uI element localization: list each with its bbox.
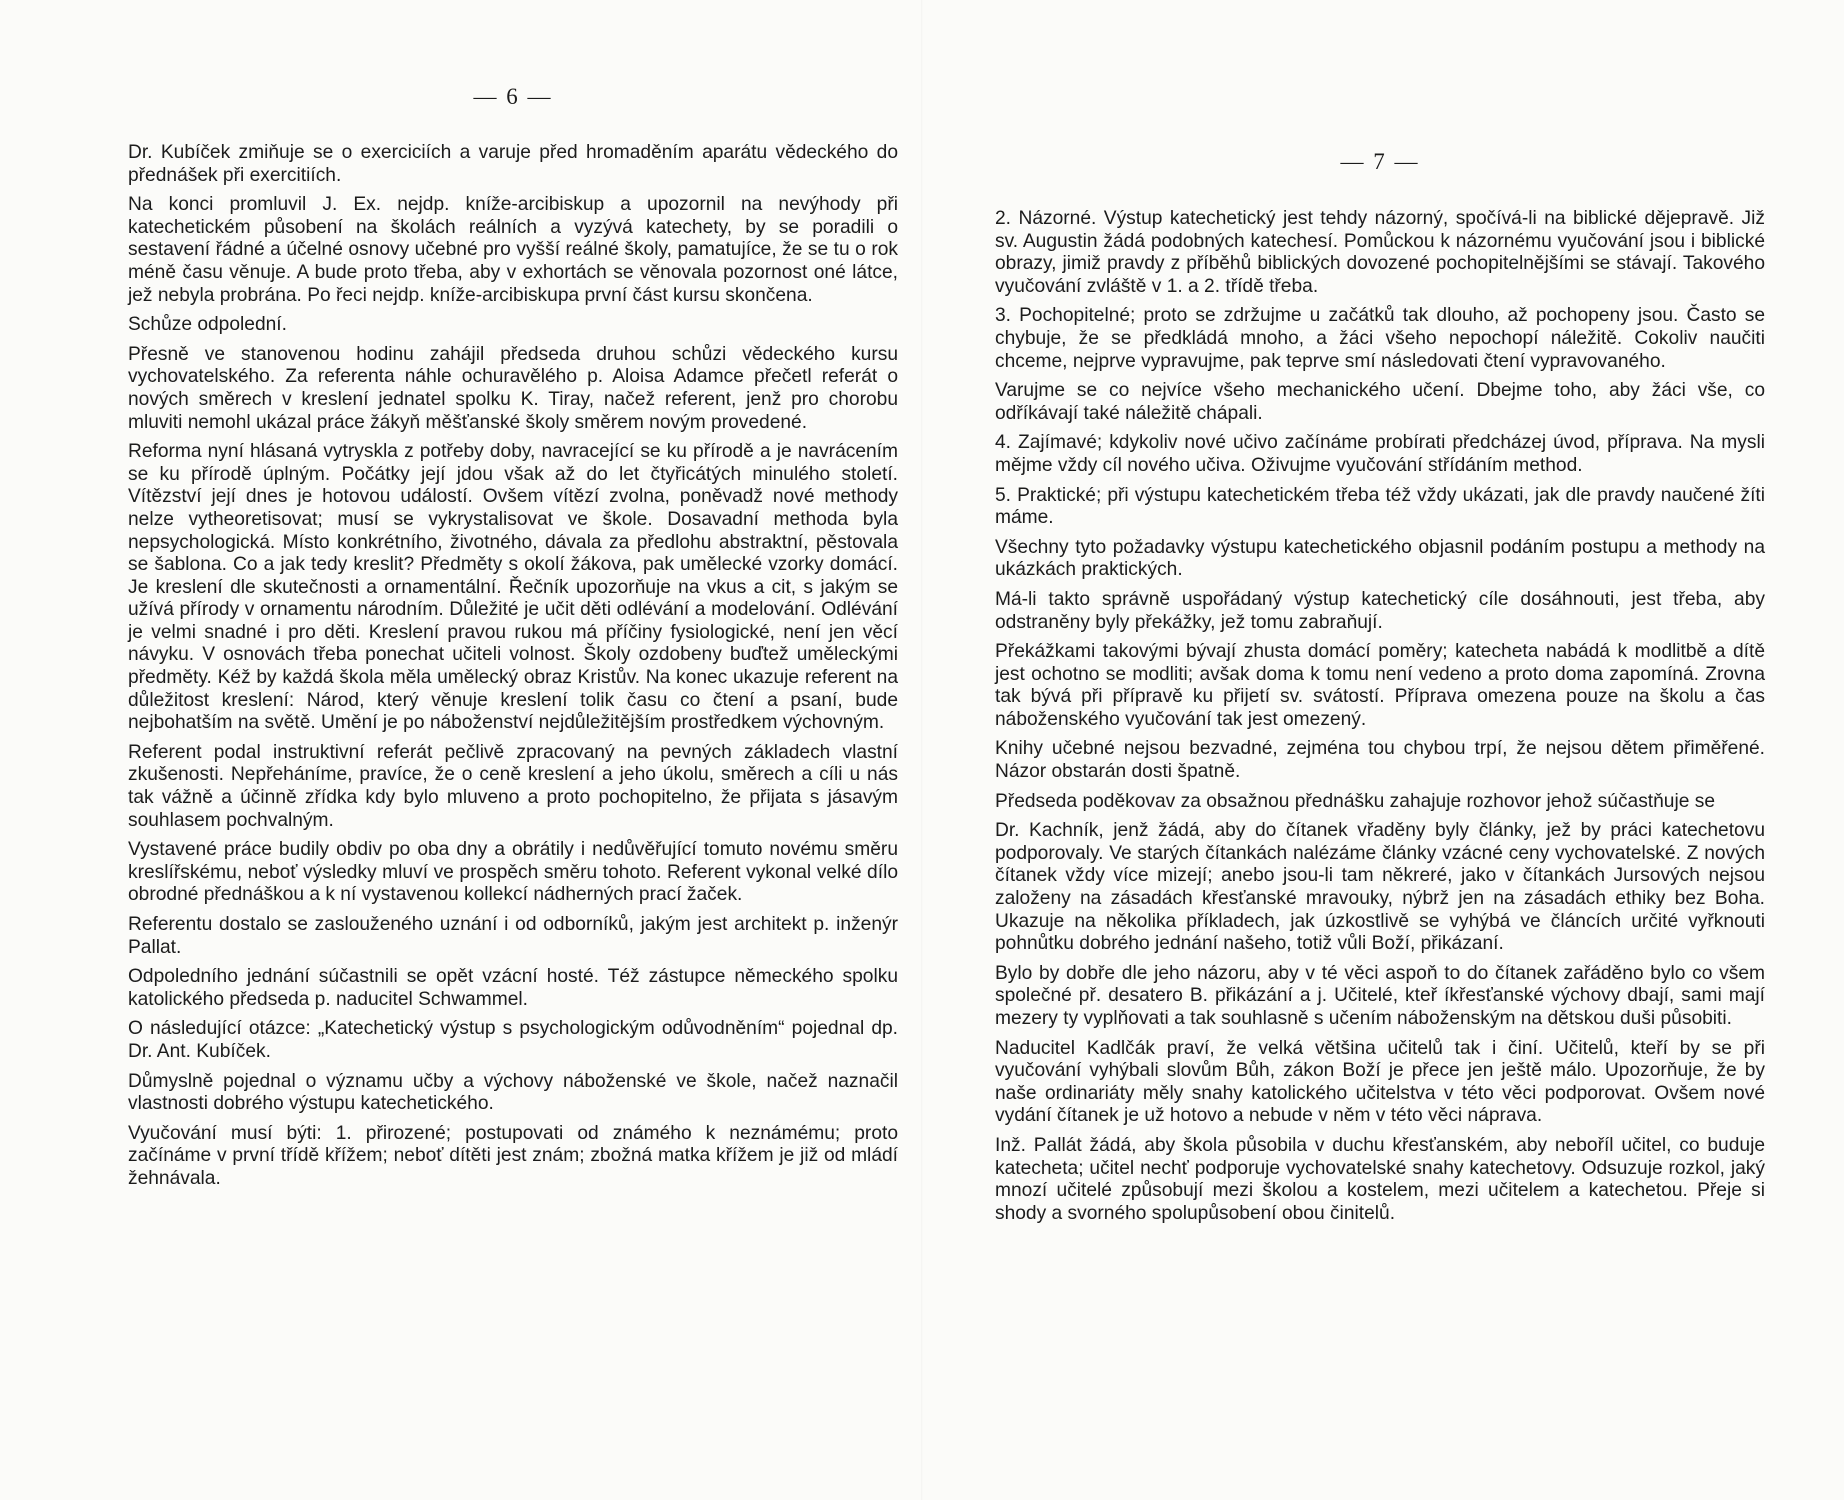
- paragraph: Předseda poděkovav za obsažnou přednášku zahajuje rozhovor jehož súčastňuje se: [995, 790, 1715, 812]
- left-page: [128, 0, 898, 1500]
- paragraph: Inž. Pallát žádá, aby škola působila v duchu křesťanském, aby neboříl učitel, co buduje katecheta; učitel nechť podporuje vychovatelské snahy katechetovy. Odsuzuje rozkol, jaký mnozí učitelé způsobují mezi školou a kostelem, mezi učitelem a katechetou. Přeje si shody a svorného spolupůsobení obou činitelů.: [995, 1134, 1765, 1224]
- page-gutter: [921, 0, 923, 1500]
- paragraph: Referentu dostalo se zaslouženého uznání i od odborníků, jakým jest architekt p. inženýr Pallat.: [128, 914, 898, 958]
- paragraph: Na konci promluvil J. Ex. nejdp. kníže-arcibiskup a upozornil na nevýhody při katechetickém působení na školách reálních a vyzývá katechety, by se poradili o sestavení řádné a účelné osnovy učebné pro vyšší reálné školy, pamatujíce, že se tu o rok méně času věnuje. A bude proto třeba, aby v exhortách se věnovala pozornost oné látce, jež nebyla probrána. Po řeci nejdp. kníže-arcibiskupa první část kursu skončena.: [128, 194, 898, 306]
- paragraph: Naducitel Kadlčák praví, že velká většina učitelů tak i činí. Učitelů, kteří by se při vyučování vyhýbali slovům Bůh, zákon Boží je přece jen ještě málo. Upozorňuje, že by naše ordinariáty měly snahy katolického učitelstva v této věci podporovat. Ovšem nové vydání čítanek je už hotovo a nebude v něm v této věci náprava.: [995, 1037, 1765, 1127]
- paragraph: Překážkami takovými bývají zhusta domácí poměry; katecheta nabádá k modlitbě a dítě jest ochotno se modliti; avšak doma k tomu není vedeno a proto doma zapomíná. Zrovna tak bývá při přípravě ku přijetí sv. svátostí. Příprava omezena pouze na školu a čas náboženského vyučování tak jest omezený.: [995, 641, 1765, 730]
- paragraph: Všechny tyto požadavky výstupu katechetického objasnil podáním postupu a methody na ukázkách praktických.: [995, 536, 1765, 581]
- paragraph: 5. Praktické; při výstupu katechetickém třeba též vždy ukázati, jak dle pravdy naučené žíti máme.: [995, 484, 1765, 529]
- paragraph: Knihy učebné nejsou bezvadné, zejména tou chybou trpí, že nejsou dětem přiměřené. Názor obstarán dosti špatně.: [995, 738, 1765, 783]
- paragraph: 4. Zajímavé; kdykoliv nové učivo začínáme probírati předcházej úvod, příprava. Na mysli mějme vždy cíl nového učiva. Oživujme vyučování střídáním method.: [995, 432, 1765, 476]
- paragraph: Odpoledního jednání súčastnili se opět vzácní hosté. Též zástupce německého spolku katolického předseda p. naducitel Schwammel.: [128, 966, 898, 1010]
- right-page: [995, 0, 1765, 1500]
- paragraph: Důmyslně pojednal o významu učby a výchovy náboženské ve škole, načež naznačil vlastnosti dobrého výstupu katechetického.: [128, 1070, 898, 1115]
- paragraph: Vystavené práce budily obdiv po oba dny a obrátily i nedůvěřující tomuto novému směru kreslířskému, neboť výsledky mluví ve prospěch směru tohoto. Referent vykonal velké dílo obrodné přednáškou a k ní vystavenou kollekcí nádherných prací žaček.: [128, 839, 898, 906]
- section-heading: Schůze odpolední.: [128, 314, 287, 336]
- paragraph: Varujme se co nejvíce všeho mechanického učení. Dbejme toho, aby žáci vše, co odříkávají také náležitě chápali.: [995, 380, 1765, 424]
- paragraph: Reforma nyní hlásaná vytryskla z potřeby doby, navracející se ku přírodě a je navrácením se ku přírodě úplným. Počátky její jdou však až do let čtyřicátých minulého století. Vítězství její dnes je hotovou událostí. Ovšem vítězí zvolna, poněvadž nové methody nelze vytheoretisovat; musí se vykrystalisovat ve škole. Dosavadní methoda byla nepsychologická. Místo konkrétního, životného, dávala za předlohu abstraktní, pěstovala se šablona. Co a jak tedy kreslit? Předměty s okolí žákova, pak umělecké vzorky domácí. Je kreslení dle skutečnosti a ornamentální. Řečník upozorňuje na vkus a cit, s jakým se užívá přírody v ornamentu národním. Důležité je učit děti odlévání a modelování. Odlévání je velmi snadné i pro děti. Kreslení pravou rukou má příčiny fysiologické, není jen věcí návyku. V osnovách třeba ponechat učiteli volnost. Školy ozdobeny buďtež uměleckými předměty. Kéž by každá škola měla umělecký obraz Kristův. Na konec ukazuje referent na důležitost kreslení: Národ, který věnuje kreslení tolik času co čtení a psaní, bude nejbohatším na světě. Umění je po náboženství nejdůležitějším prostředkem výchovným.: [128, 441, 898, 734]
- paragraph: Referent podal instruktivní referát pečlivě zpracovaný na pevných základech vlastní zkušenosti. Nepřeháníme, pravíce, že o ceně kreslení a jeho úkolu, směrech a cíli u nás tak vážně a účinně zřídka kdy bylo mluveno a proto pochopitelno, že přijata s jásavým souhlasem pochvalným.: [128, 741, 898, 831]
- paragraph: Má-li takto správně uspořádaný výstup katechetický cíle dosáhnouti, jest třeba, aby odstraněny byly překážky, jež tomu zabraňují.: [995, 588, 1765, 633]
- paragraph: Vyučování musí býti: 1. přirozené; postupovati od známého k neznámému; proto začínáme v první třídě křížem; neboť dítěti jest znám; zbožná matka křížem je již od mládí žehnávala.: [128, 1122, 898, 1189]
- paragraph: Dr. Kachník, jenž žádá, aby do čítanek vřaděny byly články, jež by práci katechetovu podporovaly. Ve starých čítankách nalézáme články vzácné ceny vychovatelské. Z nových čítanek vždy více mizejí; anebo jsou-li tam někreré, jako v čítankách Jursových nejsou založeny na zásadách křesťanské mravouky, nýbrž jen na zásadách ethiky bez Boha. Ukazuje na několika příkladech, jak úzkostlivě se vyhýbá ve článcích určité vyřknouti pohnůtku dobrého jednání našeho, totiž vůli Boží, přikázaní.: [995, 820, 1765, 955]
- paragraph: Bylo by dobře dle jeho názoru, aby v té věci aspoň to do čítanek zařáděno bylo co všem společné př. desatero B. přikázání a j. Učitelé, kteř íkřesťanské výchovy dbají, sami mají mezery ty vyplňovati a tak souhlasně s učením náboženským na dětskou duši působiti.: [995, 962, 1765, 1029]
- paragraph: 3. Pochopitelné; proto se zdržujme u začátků tak dlouho, až pochopeny jsou. Často se chybuje, že se předkládá mnoho, a žáci všeho nepochopí náležitě. Cokoliv naučiti chceme, nejprve vypravujme, pak teprve smí následovati čtení vypravovaného.: [995, 305, 1765, 372]
- paragraph: O následující otázce: „Katechetický výstup s psychologickým odůvodněním“ pojednal dp. Dr. Ant. Kubíček.: [128, 1018, 898, 1062]
- page-number: — 7 —: [1340, 149, 1420, 174]
- page-body: [995, 208, 1765, 1232]
- paragraph: Dr. Kubíček zmiňuje se o exerciciích a varuje před hromaděním aparátu vědeckého do přednášek při exercitiích.: [128, 142, 898, 186]
- page-number: — 6 —: [473, 84, 553, 109]
- paragraph: 2. Názorné. Výstup katechetický jest tehdy názorný, spočívá-li na biblické dějepravě. Již sv. Augustin žádá podobných katechesí. Pomůckou k názornému vyučování jsou i biblické obrazy, jimiž pravdy z příběhů biblických dovozené pochopitelnějšími se stávají. Takového vyučování zvláště v 1. a 2. třídě třeba.: [995, 208, 1765, 297]
- paragraph: Přesně ve stanovenou hodinu zahájil předseda druhou schůzi vědeckého kursu vychovatelského. Za referenta náhle ochuravělého p. Aloisa Adamce přečetl referát o nových směrech v kreslení jednatel spolku K. Tiray, načež referent, jenž pro chorobu mluviti nemohl ukázal práce žákyň měšťanské školy směrem novým provedené.: [128, 343, 898, 433]
- page-body: [128, 142, 898, 1198]
